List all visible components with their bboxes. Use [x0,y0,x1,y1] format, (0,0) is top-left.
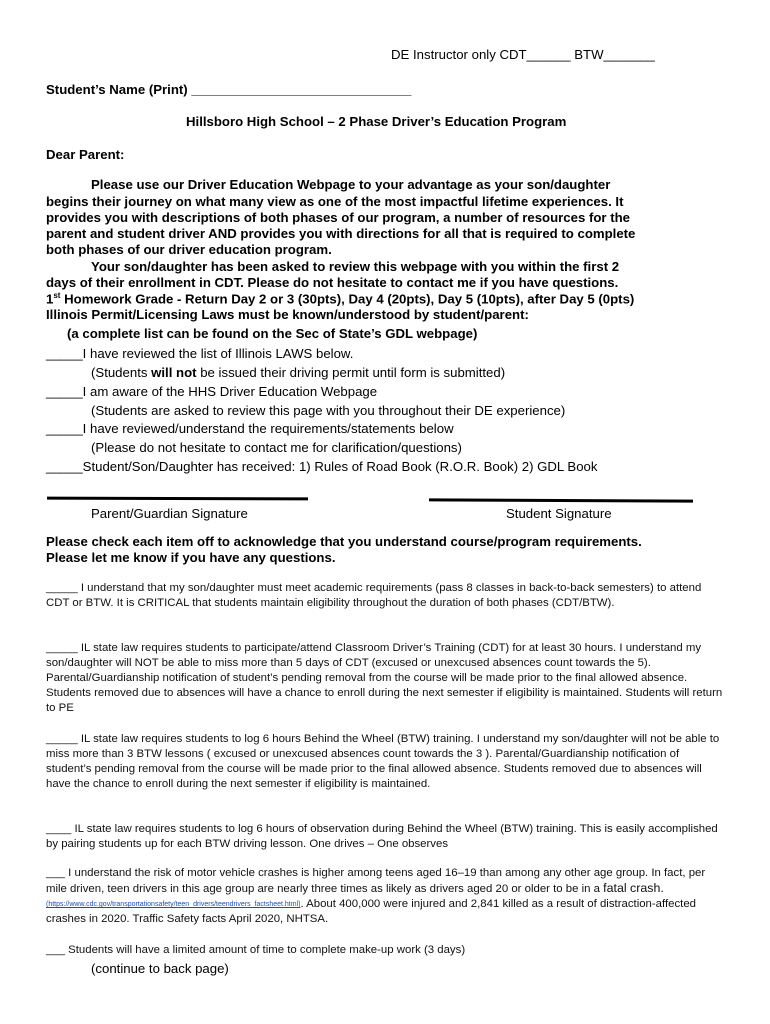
parent-signature-line[interactable] [47,497,308,501]
acknowledge-line: Please check each item off to acknowledge that you understand course/program requirements. [46,534,642,549]
cdc-factsheet-link[interactable]: (https://www.cdc.gov/transportationsafety/teen_drivers/teendrivers_factsheet.html) [46,901,301,908]
student-signature-label: Student Signature [506,506,612,521]
student-signature-line[interactable] [429,498,693,502]
checklist-item-webpage[interactable]: _____I am aware of the HHS Driver Education Webpage [46,384,378,399]
checklist-item-laws[interactable]: _____I have reviewed the list of Illinois LAWS below. [46,346,354,361]
homework-grade-line [46,291,634,306]
intro-line: days of their enrollment in CDT. Please do not hesitate to contact me if you have questions. [46,275,619,290]
salutation: Dear Parent: [46,147,125,162]
intro-line: Please use our Driver Education Webpage to your advantage as your son/daughter [91,177,611,192]
checklist-note [91,365,505,380]
laws-line: Illinois Permit/Licensing Laws must be known/understood by student/parent: [46,307,529,322]
requirement-crash-risk[interactable] [46,866,726,927]
student-name-field[interactable]: Student’s Name (Print) ______________________________ [46,82,412,97]
crash-text: ___ I understand the risk of motor vehicle crashes is higher among teens aged 16–19 than among any other age group. In fact, per mile driven, teen drivers in this age group are nearly three times as likely as drivers aged 20 or older to be in a [46,867,706,895]
intro-line: parent and student driver AND provides you with directions for all that is required to complete [46,226,636,241]
instructor-only-line: DE Instructor only CDT______ BTW_______ [391,47,655,62]
parent-signature-label: Parent/Guardian Signature [91,506,248,521]
intro-line: provides you with descriptions of both phases of our program, a number of resources for the [46,210,630,225]
gdl-line: (a complete list can be found on the Sec of State’s GDL webpage) [67,326,478,341]
requirement-academic[interactable]: _____ I understand that my son/daughter must meet academic requirements (pass 8 classes in back-to-back semesters) to attend CDT or BTW. It is CRITICAL that students maintain eligibility throughout the duration of both phases (CDT/BTW). [46,582,702,609]
continue-note: (continue to back page) [91,961,229,976]
acknowledge-line: Please let me know if you have any questions. [46,550,336,565]
requirement-observation[interactable]: ____ IL state law requires students to log 6 hours of observation during Behind the Wheel (BTW) training. This is easily accomplished by pairing students up for each BTW driving lesson. One drives – One observes [46,823,718,850]
checklist-note: (Please do not hesitate to contact me for clarification/questions) [91,440,462,455]
checklist-item-requirements[interactable]: _____I have reviewed/understand the requirements/statements below [46,421,454,436]
page-title: Hillsboro High School – 2 Phase Driver’s Education Program [186,114,567,129]
crash-stats-text: . About 400,000 were injured and 2,841 killed as a result of distraction-affected crashes in 2020. Traffic Safety facts April 2020, NHTSA. [46,898,697,925]
note-text: be issued their driving permit until form is submitted) [196,365,506,380]
note-emphasis: will not [151,365,197,380]
requirement-btw-hours[interactable]: _____ IL state law requires students to log 6 hours Behind the Wheel (BTW) training. I understand my son/daughter will not be able to miss more than 3 BTW lessons ( excused or unexcused absences count towards the 3 ). Parental/Guardianship notification of student’s pending removal from the course will be made prior to the final allowed absence. Students removed due to absences will have the chance to enroll during the next semester if eligibility is maintained. [46,733,720,790]
fatal-crash-text: fatal crash. [603,881,664,895]
homework-number: 1 [46,291,54,307]
intro-line: both phases of our driver education program. [46,242,332,257]
intro-line: Your son/daughter has been asked to review this webpage with you within the first 2 [91,259,620,274]
checklist-note: (Students are asked to review this page with you throughout their DE experience) [91,403,566,418]
homework-superscript: st [53,291,61,300]
note-text: (Students [91,365,152,380]
requirement-cdt-hours[interactable]: _____ IL state law requires students to participate/attend Classroom Driver’s Training (CDT) for at least 30 hours. I understand my son/daughter will NOT be able to miss more than 5 days of CDT (excused or unexcused absences count towards the 5). Parental/Guardianship notification of student’s pending removal from the course will be made prior to the final allowed absence. Students removed due to absences will have a chance to enroll during the next semester if eligibility is maintained. Students will return to PE [46,642,723,714]
intro-line: begins their journey on what many view as one of the most impactful lifetime experiences. It [46,194,624,209]
checklist-item-books[interactable]: _____Student/Son/Daughter has received: 1) Rules of Road Book (R.O.R. Book) 2) GDL Book [46,459,598,474]
homework-text: Homework Grade - Return Day 2 or 3 (30pts), Day 4 (20pts), Day 5 (10pts), after Day 5 (0pts) [60,291,635,307]
requirement-makeup-work[interactable]: ___ Students will have a limited amount of time to complete make-up work (3 days) [46,944,466,956]
